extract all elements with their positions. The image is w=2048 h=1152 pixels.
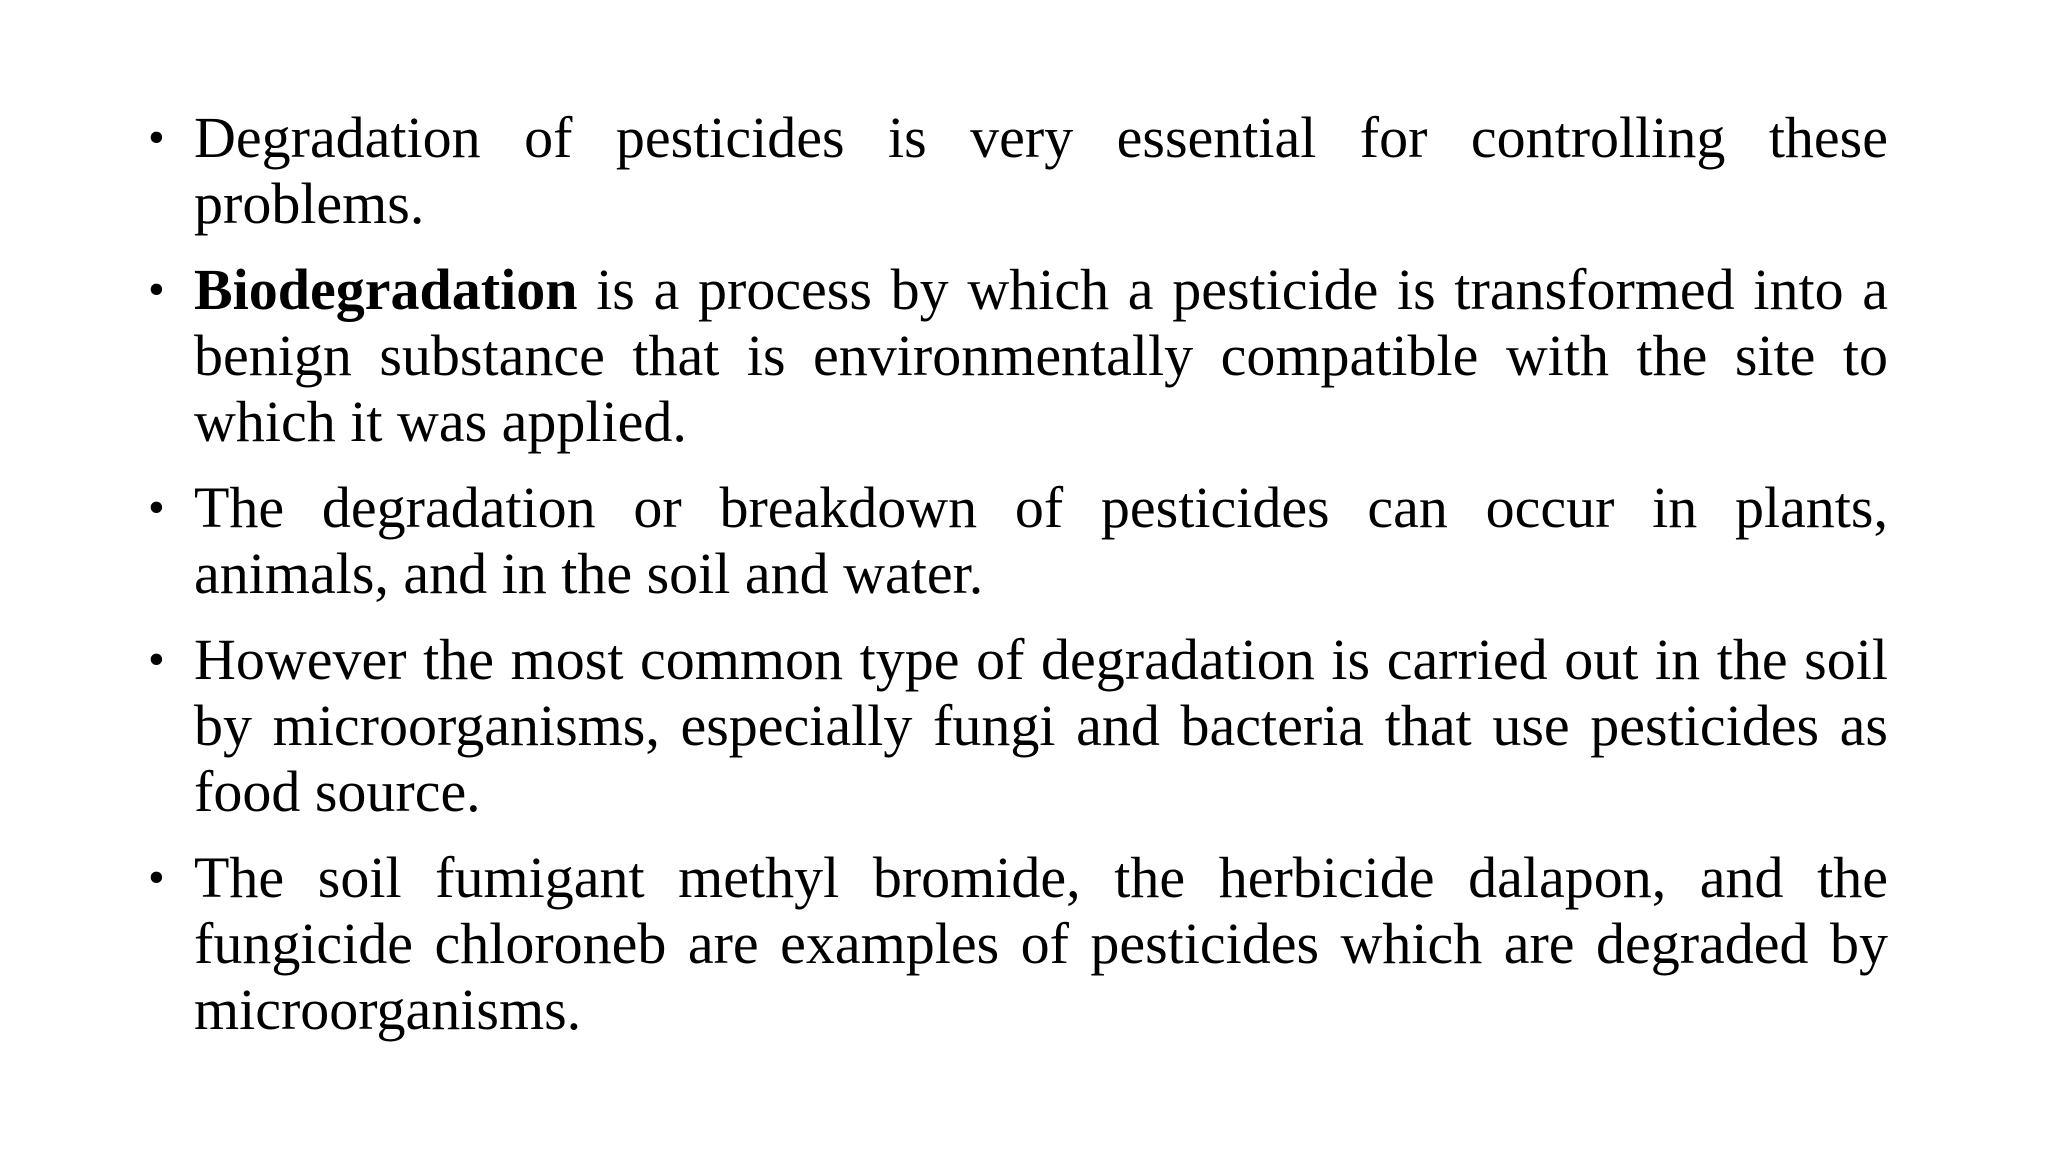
bullet-item-degradation-locations: [148, 475, 1888, 607]
bullet-list: [148, 105, 1888, 1063]
bullet-item-soil-microorganisms: [148, 627, 1888, 825]
bullet-text: The soil fumigant methyl bromide, the herbicide dalapon, and the fungicide chloroneb are examples of pesticides which are degraded by microorganisms.: [194, 845, 1888, 1042]
bullet-text: The degradation or breakdown of pesticides can occur in plants, animals, and in the soil and water.: [194, 475, 1888, 606]
bullet-item-degradation-essential: [148, 105, 1888, 237]
bold-term-biodegradation: Biodegradation: [194, 257, 578, 322]
bullet-marker: •: [148, 633, 165, 686]
bullet-text: However the most common type of degradation is carried out in the soil by microorganisms, especially fungi and bacteria that use pesticides as food source.: [194, 627, 1888, 824]
bullet-marker: •: [148, 111, 165, 164]
bullet-marker: •: [148, 481, 165, 534]
bullet-text: Degradation of pesticides is very essential for controlling these problems.: [194, 105, 1888, 236]
bullet-marker: •: [148, 851, 165, 904]
bullet-text: is a process by which a pesticide is transformed into a benign substance that is environmentally compatible with the site to which it was applied.: [194, 257, 1888, 454]
bullet-item-pesticide-examples: [148, 845, 1888, 1043]
bullet-item-biodegradation-definition: [148, 257, 1888, 455]
bullet-marker: •: [148, 263, 165, 316]
